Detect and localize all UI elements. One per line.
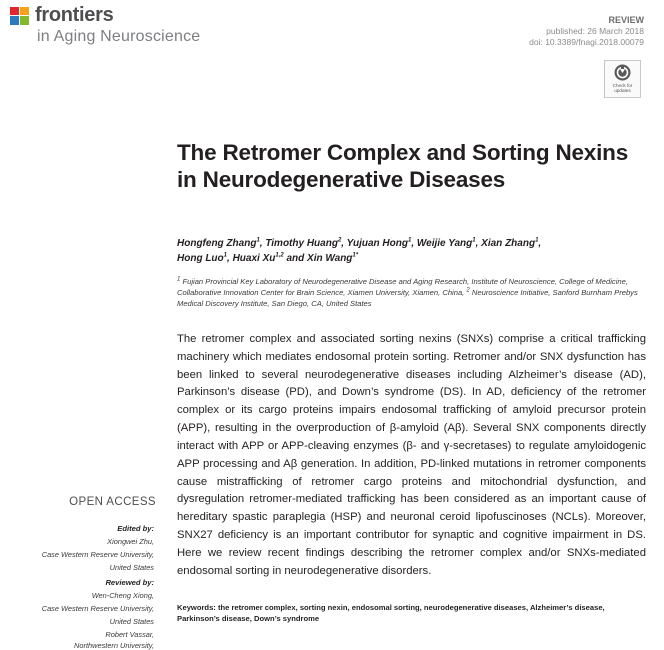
doi-link[interactable]: doi: 10.3389/fnagi.2018.00079 xyxy=(529,37,644,47)
reviewer-name[interactable]: Wen-Cheng Xiong, xyxy=(91,591,154,600)
article-title: The Retromer Complex and Sorting Nexins in Neurodegenerative Diseases xyxy=(177,140,629,192)
author[interactable]: Timothy Huang$^2$ xyxy=(265,237,342,249)
affiliation-2: Neuroscience Initiative, Sanford Burnham Prebys Medical Discovery Institute, San Diego, CA, United States xyxy=(177,288,638,308)
open-access-label: OPEN ACCESS xyxy=(69,496,156,508)
frontiers-logo-icon xyxy=(10,7,31,27)
author[interactable]: Hong Luo$^1$ xyxy=(177,252,227,264)
keywords-text: the retromer complex, sorting nexin, endosomal sorting, neurodegenerative diseases, Alzheimer’s disease, Parkinson’s disease, Down’s syndrome xyxy=(177,603,605,623)
author[interactable]: Hongfeng Zhang$^1$ xyxy=(177,237,260,249)
editor-country: United States xyxy=(109,563,154,572)
author[interactable]: Xian Zhang$^1$ xyxy=(481,237,539,249)
reviewer-name[interactable]: Robert Vassar, xyxy=(105,630,154,639)
article-type: REVIEW xyxy=(608,15,644,25)
keywords-label: Keywords: xyxy=(177,603,216,612)
reviewer-country: United States xyxy=(109,617,154,626)
reviewer-affiliation: Case Western Reserve University, xyxy=(41,604,154,613)
journal-logo[interactable] xyxy=(10,6,240,50)
brand-name: frontiers xyxy=(35,4,114,26)
reviewed-by-label: Reviewed by: xyxy=(105,578,154,587)
check-updates-icon xyxy=(614,64,631,81)
author[interactable]: Yujuan Hong$^1$ xyxy=(346,237,412,249)
journal-name: in Aging Neuroscience xyxy=(37,28,201,45)
editor-name[interactable]: Xiongwei Zhu, xyxy=(107,537,154,546)
check-updates-label: Check for updates xyxy=(612,83,633,93)
keywords xyxy=(177,602,647,624)
author[interactable]: Huaxi Xu$^{1,2}$ xyxy=(232,252,284,264)
check-for-updates-button[interactable] xyxy=(604,60,641,98)
abstract-text: The retromer complex and associated sorting nexins (SNXs) comprise a critical trafficking machinery which mediates endosomal protein sorting. Retromer and/or SNX dysfunction has been linked to several neurodegenerative diseases including Alzheimer’s disease (AD), Parkinson’s disease (PD), and Down’s syndrome (DS). In AD, deficiency of the retromer complex or its cargo proteins impairs endosomal trafficking of amyloid precursor protein (APP), resulting in the overproduction of β-amyloid (Aβ). Several SNX components directly interact with APP or APP-cleaving enzymes (β- and γ-secretases) to regulate amyloidogenic APP processing and Aβ generation. In addition, PD-linked mutations in retromer components cause mistrafficking of retromer cargo proteins and mitochondrial dysfunction, and dysregulation retromer-mediated trafficking has been considered as an important cause of hereditary spastic paraplegia (HSP) and neuronal ceroid lipofuscinoses (NCLs). Moreover, SNX27 deficiency is an important contributor for synaptic and cognitive impairment in DS. Here we review recent findings describing the retromer complex and/or SNXs-mediated endosomal sorting in neurodegenerative disorders. xyxy=(177,333,646,577)
edited-by-label: Edited by: xyxy=(117,524,154,533)
author[interactable]: Weijie Yang$^1$ xyxy=(416,237,476,249)
affiliations: $^1$ Fujian Provincial Key Laboratory of Neurodegenerative Disease and Aging Research, Institute of Neuroscience, College of Medicine, Collaborative Innovation Center for Brain Science, Xiamen University, Xiamen, China, $^2$ Neuroscience Initiative, Sanford Burnham Prebys Medical Discovery Institute, San Diego, CA, United States xyxy=(177,276,638,308)
author-list: Hongfeng Zhang$^1$, Timothy Huang$^2$, Yujuan Hong$^1$, Weijie Yang$^1$, Xian Zhang$^1$, Hong Luo$^1$, Huaxi Xu$^{1,2}$ and Xin Wang$^{1*}$ xyxy=(177,237,542,264)
published-date: published: 26 March 2018 xyxy=(546,26,644,36)
affiliation-1: Fujian Provincial Key Laboratory of Neurodegenerative Disease and Aging Research, Institute of Neuroscience, College of Medicine, Collaborative Innovation Center for Brain Science, Xiamen University, Xiamen, China, xyxy=(177,277,628,297)
editor-affiliation: Case Western Reserve University, xyxy=(41,550,154,559)
reviewer-affiliation: Northwestern University, xyxy=(74,641,154,650)
author[interactable]: Xin Wang$^{1*}$ xyxy=(307,252,359,264)
